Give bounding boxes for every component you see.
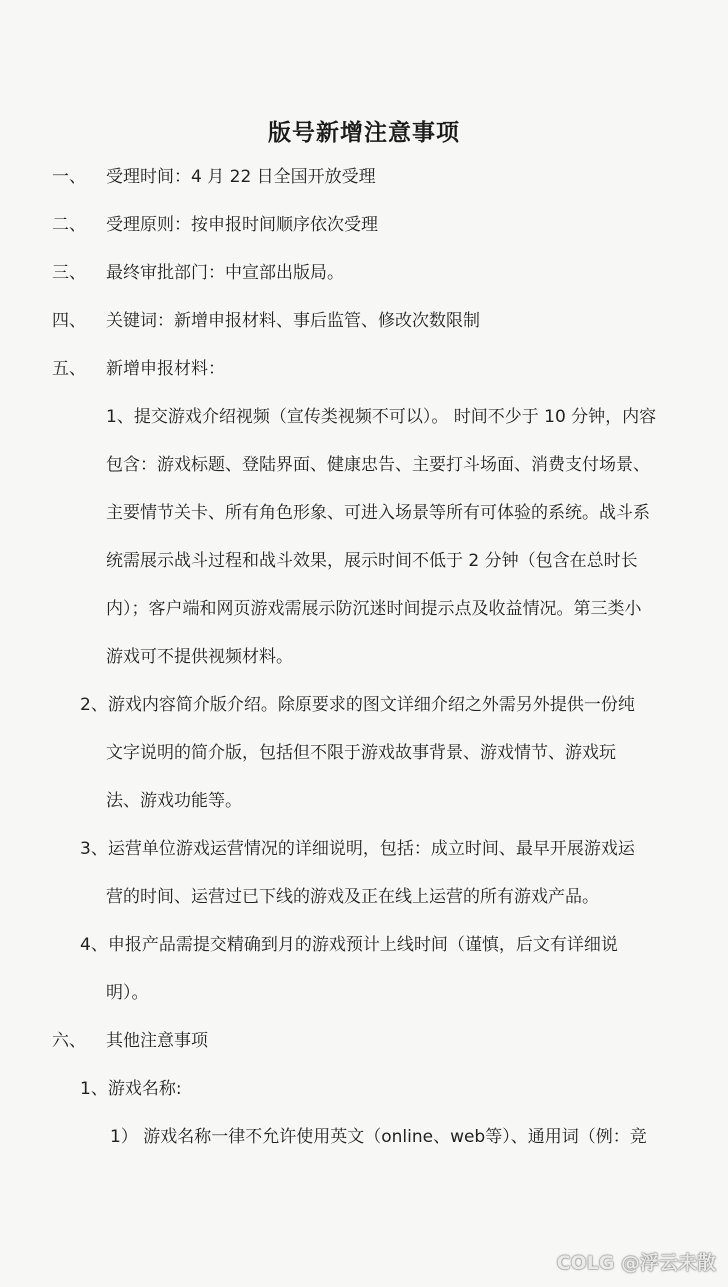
section-text: 其他注意事项 xyxy=(106,1031,208,1051)
section-number: 五、 xyxy=(52,359,86,379)
section-number: 四、 xyxy=(52,311,86,331)
paragraph-line: 4、申报产品需提交精确到月的游戏预计上线时间（谨慎，后文有详细说 xyxy=(80,935,618,955)
watermark: COLG @浮云未散 xyxy=(556,1252,716,1274)
section-text: 关键词：新增申报材料、事后监管、修改次数限制 xyxy=(106,311,480,331)
paragraph-line: 内）；客户端和网页游戏需展示防沉迷时间提示点及收益情况。第三类小 xyxy=(106,599,642,619)
section-number: 三、 xyxy=(52,263,86,283)
section-text: 新增申报材料： xyxy=(106,359,225,379)
paragraph-line: 包含：游戏标题、登陆界面、健康忠告、主要打斗场面、消费支付场景、 xyxy=(106,455,650,475)
section-text: 最终审批部门：中宣部出版局。 xyxy=(106,263,344,283)
paragraph-line: 文字说明的简介版，包括但不限于游戏故事背景、游戏情节、游戏玩 xyxy=(106,743,616,763)
section-text: 受理时间：4 月 22 日全国开放受理 xyxy=(106,167,376,187)
section-number: 二、 xyxy=(52,215,86,235)
subsection-heading: 1、游戏名称: xyxy=(80,1079,182,1099)
paragraph-line: 营的时间、运营过已下线的游戏及正在线上运营的所有游戏产品。 xyxy=(106,887,599,907)
paragraph-line: 游戏可不提供视频材料。 xyxy=(106,647,293,667)
paragraph-line: 明）。 xyxy=(106,983,149,1003)
paragraph-line: 统需展示战斗过程和战斗效果，展示时间不低于 2 分钟（包含在总时长 xyxy=(106,551,638,571)
paragraph-line: 2、游戏内容简介版介绍。除原要求的图文详细介绍之外需另外提供一份纯 xyxy=(80,695,635,715)
paragraph-line: 1、提交游戏介绍视频（宣传类视频不可以）。 时间不少于 10 分钟，内容 xyxy=(106,407,657,427)
paragraph-line: 1） 游戏名称一律不允许使用英文（online、web等）、通用词（例：竞 xyxy=(110,1127,647,1147)
document-title: 版号新增注意事项 xyxy=(268,120,460,146)
paragraph-line: 3、运营单位游戏运营情况的详细说明，包括：成立时间、最早开展游戏运 xyxy=(80,839,635,859)
section-text: 受理原则：按申报时间顺序依次受理 xyxy=(106,215,378,235)
paragraph-line: 法、游戏功能等。 xyxy=(106,791,242,811)
section-number: 六、 xyxy=(52,1031,86,1051)
paragraph-line: 主要情节关卡、所有角色形象、可进入场景等所有可体验的系统。战斗系 xyxy=(106,503,650,523)
section-number: 一、 xyxy=(52,167,86,187)
